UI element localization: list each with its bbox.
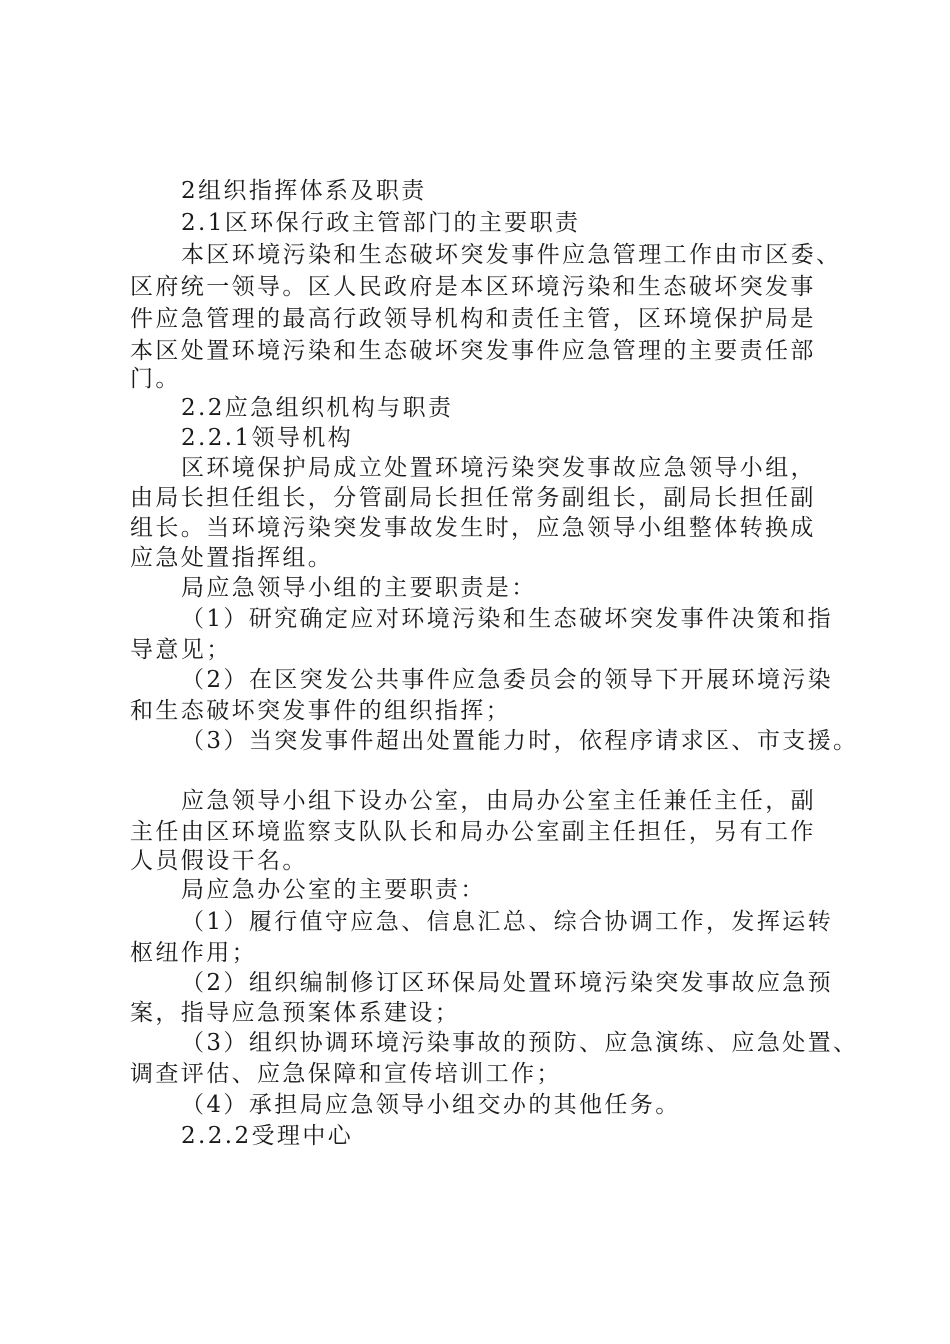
list-item: （2）在区突发公共事件应急委员会的领导下开展环境污染: [181, 667, 834, 693]
paragraph-line: 组长。当环境污染突发事故发生时，应急领导小组整体转换成: [130, 515, 816, 541]
paragraph-line: 区环境保护局成立处置环境污染突发事故应急领导小组，: [181, 455, 816, 481]
list-item: （4）承担局应急领导小组交办的其他任务。: [181, 1092, 681, 1118]
section-heading: 2组织指挥体系及职责: [181, 178, 427, 204]
paragraph-line: 件应急管理的最高行政领导机构和责任主管，区环境保护局是: [130, 306, 816, 332]
list-item: （2）组织编制修订区环保局处置环境污染突发事故应急预: [181, 970, 834, 996]
paragraph-line: 人员假设干名。: [130, 848, 308, 874]
paragraph-line: 局应急办公室的主要职责：: [181, 877, 486, 903]
list-item: 枢纽作用；: [130, 940, 257, 966]
subsection-heading: 2.2.2受理中心: [181, 1123, 354, 1149]
paragraph-line: 门。: [130, 366, 181, 392]
list-item: （3）组织协调环境污染事故的预防、应急演练、应急处置、: [181, 1030, 859, 1056]
subsection-heading: 2.1区环保行政主管部门的主要职责: [181, 210, 581, 236]
list-item: 案，指导应急预案体系建设；: [130, 1000, 461, 1026]
subsection-heading: 2.2.1领导机构: [181, 425, 354, 451]
list-item: （1）履行值守应急、信息汇总、综合协调工作，发挥运转: [181, 909, 834, 935]
list-item: 和生态破坏突发事件的组织指挥；: [130, 698, 511, 724]
paragraph-line: 区府统一领导。区人民政府是本区环境污染和生态破坏突发事: [130, 274, 816, 300]
paragraph-line: 本区环境污染和生态破坏突发事件应急管理工作由市区委、: [181, 242, 842, 268]
paragraph-line: 局应急领导小组的主要职责是：: [181, 575, 537, 601]
list-item: （1）研究确定应对环境污染和生态破坏突发事件决策和指: [181, 606, 834, 632]
paragraph-line: 主任由区环境监察支队队长和局办公室副主任担任，另有工作: [130, 819, 816, 845]
list-item: （3）当突发事件超出处置能力时，依程序请求区、市支援。: [181, 728, 859, 754]
list-item: 调查评估、应急保障和宣传培训工作；: [130, 1061, 562, 1087]
paragraph-line: 本区处置环境污染和生态破坏突发事件应急管理的主要责任部: [130, 338, 816, 364]
paragraph-line: 由局长担任组长，分管副局长担任常务副组长，副局长担任副: [130, 485, 816, 511]
paragraph-line: 应急处置指挥组。: [130, 545, 334, 571]
subsection-heading: 2.2应急组织机构与职责: [181, 395, 454, 421]
list-item: 导意见；: [130, 637, 232, 663]
paragraph-line: 应急领导小组下设办公室，由局办公室主任兼任主任，副: [181, 788, 816, 814]
